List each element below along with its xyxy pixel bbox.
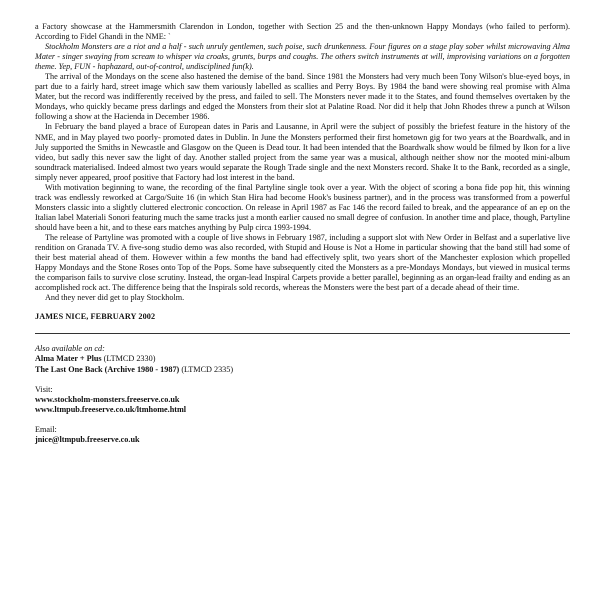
visit-label: Visit: [35,384,53,394]
release-title: The Last One Back (Archive 1980 - 1987) [35,364,180,374]
divider [35,333,570,334]
info-section [35,344,570,445]
paragraph: The arrival of the Mondays on the scene also hastened the demise of the band. Since 1981 the Monsters had very much been Tony Wilson's blue-eyed boys, in part due to a fairly hard, street image which saw them variously labelled as scallies and Perry Boys. By 1984 the band were showing real promise with Alma Mater, but the record was indifferently received by the press, and failed to sell. The Monsters never made it to the States, and found themselves overtaken by the Mondays, who quickly became press darlings and edged the Monsters from their slot at Palatine Road. Nor did it help that John Rhodes threw a punch at Wilson following a show at the Hacienda in December 1986. [35,72,570,122]
release-item [35,354,570,364]
closing-line: And they never did get to play Stockholm. [45,293,185,303]
paragraph: With motivation beginning to wane, the recording of the final Partyline single took over a year. With the object of scoring a bona fide pop hit, this winning track was endlessly reworked at Cargo/Suite 16 (in which Stan Hira had become Hook's business partner), and in the process was transformed from a powerful Monsters classic into a slightly cluttered electronic concoction. On release in April 1987 as Fac 146 the record failed to break, and the appearance of an ep on the Italian label Materiali Sonori featuring much the same tracks just a month earlier caused no small degree of confusion. In another time and place, though, Partyline should have been a hit, and to these ears matches anything by Pulp circa 1993-1994. [35,182,570,232]
paragraph: a Factory showcase at the Hammersmith Clarendon in London, together with Section 25 and the then-unknown Happy Mondays (who failed to perform). According to Fidel Ghandi in the NME: ` [35,22,570,42]
release-code: (LTMCD 2335) [181,364,234,374]
website-link[interactable]: www.stockholm-monsters.freeserve.co.uk [35,394,180,404]
also-available-label: Also available on cd: [35,344,105,354]
spacer [35,415,570,425]
release-code: (LTMCD 2330) [103,354,156,364]
spacer [35,375,570,385]
email-label: Email: [35,424,57,434]
article-body [35,22,570,303]
author-signature: JAMES NICE, FEBRUARY 2002 [35,312,156,322]
paragraph: The release of Partyline was promoted with a couple of live shows in February 1987, including a support slot with New Order in Belfast and a superlative live rendition on Granada TV. A five-song studio demo was also recorded, with Stupid and House is Not a Home in particular showing that the band still had some of their best material ahead of them. However within a few months the band had effectively split, two years short of the Manchester explosion which propelled Happy Mondays and the Stone Roses onto Top of the Pops. Some have subsequently cited the Monsters as a pre-Mondays Mondays, but viewed in musical terms the comparison fails to survive close scrutiny. Instead, the organ-lead Inspiral Carpets provide a better parallel, beginning as an organ-lead frailty and ending as an accomplished rock act. The difference being that the Inspirals sold records, whereas the Monsters were the best part of a decade ahead of their time. [35,232,570,293]
nme-quote: Stockholm Monsters are a riot and a half - such unruly gentlemen, such poise, such drunkenness. Four figures on a stage play sober whilst microwaving Alma Mater - singer swaying from scream to whisper via croaks, grunts, burps and coughs. The others switch instruments at will, improvising variations on a forgotten theme. Yep, FUN - haphazard, out-of-control, undisciplined fun(k). [35,42,570,72]
paragraph: In February the band played a brace of European dates in Paris and Lausanne, in April were the subject of possibly the briefest feature in the history of the NME, and in May played two poorly- promoted dates in Dublin. In June the Monsters performed their first hometown gig for two years at the Boardwalk, and in July supported the Smiths in Newcastle and Glasgow on the Queen is Dead tour. It had been intended that the Boardwalk show would be filmed by Ikon for a live video, but sadly this never saw the light of day. Another stalled project from the same year was a musical, although neither show nor the mooted mini-album soundtrack materialised. Indeed almost two years would separate the Rough Trade single and the next Monsters record. Shake It to the Bank, recorded as a single, simply never appeared, proof positive that Factory had lost interest in the band. [35,122,570,182]
email-link[interactable]: jnice@ltmpub.freeserve.co.uk [35,434,140,444]
release-title: Alma Mater + Plus [35,354,102,364]
website-link[interactable]: www.ltmpub.freeserve.co.uk/ltmhome.html [35,404,187,414]
release-item [35,365,570,375]
